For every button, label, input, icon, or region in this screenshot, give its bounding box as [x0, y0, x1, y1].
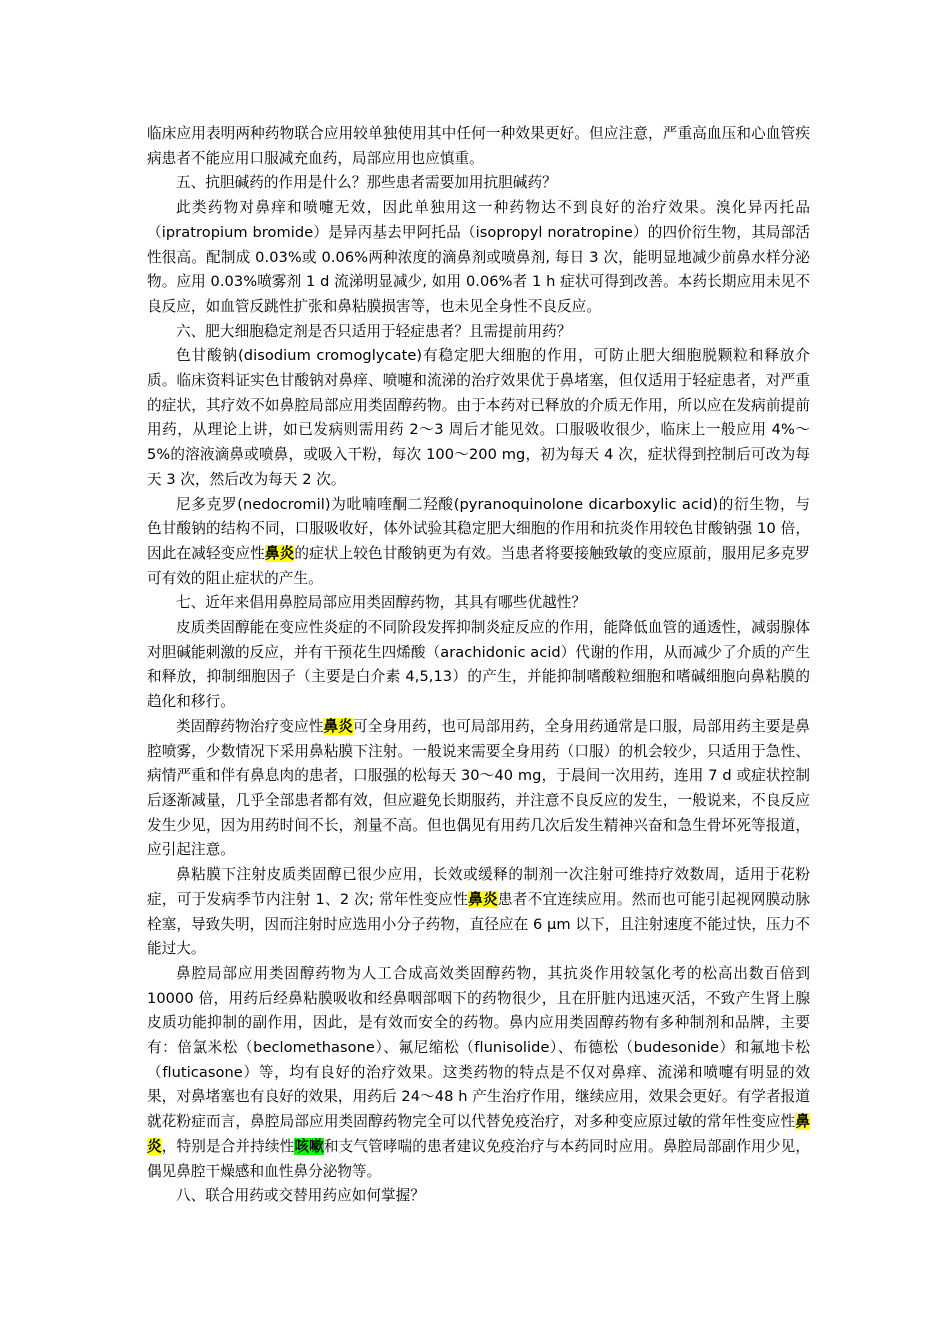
- highlighted-term: 鼻炎: [147, 1113, 810, 1155]
- text-run: 的症状上较色甘酸钠更为有效。当患者将要接触致敏的变应原前，服用尼多克罗可有效的阻止症状的产生。: [147, 544, 811, 587]
- highlighted-term: 鼻炎: [468, 890, 498, 908]
- document-body: [147, 122, 810, 1209]
- body-paragraph: [147, 493, 810, 592]
- text-run: 临床应用表明两种药物联合应用较单独使用其中任何一种效果更好。但应注意，严重高血压和心血管疾病患者不能应用口服减充血药，局部应用也应慎重。: [147, 125, 810, 167]
- text-run: 六、肥大细胞稳定剂是否只适用于轻症患者？且需提前用药？: [176, 322, 572, 340]
- text-run: 皮质类固醇能在变应性炎症的不同阶段发挥抑制炎症反应的作用，能降低血管的通透性，减弱腺体对胆碱能刺激的反应，并有干预花生四烯酸（arachidonic acid）代谢的作用，从而减少了介质的产生和释放，抑制细胞因子（主要是白介素 4,5,13）的产生，并能抑制嗜酸粒细胞和嗜碱细胞向鼻粘膜的趋化和移行。: [147, 619, 810, 711]
- text-run: 鼻粘膜下注射皮质类固醇已很少应用，长效或缓释的制剂一次注射可维持疗效数周，适用于花粉症，可于发病季节内注射 1、2 次; 常年性变应性: [147, 866, 810, 908]
- highlighted-term: 鼻炎: [264, 544, 295, 562]
- text-run: 五、抗胆碱药的作用是什么？那些患者需要加用抗胆碱药？: [176, 174, 557, 192]
- body-paragraph: [147, 344, 810, 492]
- text-run: 色甘酸钠(disodium cromoglycate)有稳定肥大细胞的作用，可防止肥大细胞脱颗粒和释放介质。临床资料证实色甘酸钠对鼻痒、喷嚏和流涕的治疗效果优于鼻堵塞，但仅适用于轻症患者，对严重的症状，其疗效不如鼻腔局部应用类固醇药物。由于本药对已释放的介质无作用，所以应在发病前提前用药，从理论上讲，如已发病则需用药 2～3 周后才能见效。口服吸收很少，临床上一般应用 4%～5%的溶液滴鼻或喷鼻，或吸入干粉，每次 100～200 mg，初为每天 4 次，症状得到控制后可改为每天 3 次，然后改为每天 2 次。: [147, 347, 810, 488]
- text-run: ，特别是合并持续性: [161, 1137, 295, 1155]
- highlighted-term: 咳嗽: [294, 1137, 324, 1155]
- body-paragraph: [147, 616, 810, 715]
- text-run: 患者不宜连续应用。然而也可能引起视网膜动脉栓塞，导致失明，因而注射时应选用小分子药物，直径应在 6 μm 以下，且注射速度不能过快，压力不能过大。: [147, 890, 810, 958]
- text-run: 尼多克罗(nedocromil)为吡喃喹酮二羟酸(pyranoquinolone dicarboxylic acid)的衍生物，与色甘酸钠的结构不同，口服吸收好，体外试验其稳定肥大细胞的作用和抗炎作用较色甘酸钠强 10 倍，因此在减轻变应性: [147, 495, 810, 562]
- text-run: 和支气管哮喘的患者建议免疫治疗与本药同时应用。鼻腔局部副作用少见，偶见鼻腔干燥感和血性鼻分泌物等。: [147, 1137, 811, 1180]
- highlighted-term: 鼻炎: [323, 717, 353, 735]
- text-run: 七、近年来倡用鼻腔局部应用类固醇药物，其具有哪些优越性？: [176, 594, 587, 612]
- text-run: 八、联合用药或交替用药应如何掌握？: [176, 1187, 425, 1205]
- section-heading: [147, 320, 810, 345]
- section-heading: [147, 1184, 810, 1209]
- section-heading: [147, 591, 810, 616]
- body-paragraph: [147, 962, 810, 1184]
- text-run: 可全身用药，也可局部用药，全身用药通常是口服，局部用药主要是鼻腔喷雾，少数情况下采用鼻粘膜下注射。一般说来需要全身用药（口服）的机会较少，只适用于急性、病情严重和伴有鼻息肉的患者，口服强的松每天 30～40 mg，于晨间一次用药，连用 7 d 或症状控制后逐渐减量，几乎全部患者都有效，但应避免长期服药，并注意不良反应的发生，一般说来，不良反应发生少见，因为用药时间不长，剂量不高。但也偶见有用药几次后发生精神兴奋和急生骨坏死等报道，应引起注意。: [147, 717, 810, 859]
- text-run: 类固醇药物治疗变应性: [176, 717, 324, 735]
- text-run: 此类药物对鼻痒和喷嚏无效，因此单独用这一种药物达不到良好的治疗效果。溴化异丙托品（ipratropium bromide）是异丙基去甲阿托品（isopropyl noratropine）的四价衍生物，其局部活性很高。配制成 0.03%或 0.06%两种浓度的滴鼻剂或喷鼻剂, 每日 3 次，能明显地减少前鼻水样分泌物。应用 0.03%喷雾剂 1 d 流涕明显减少, 如用 0.06%者 1 h 症状可得到改善。本药长期应用未见不良反应，如血管反跳性扩张和鼻粘膜损害等，也未见全身性不良反应。: [147, 199, 810, 315]
- section-heading: [147, 171, 810, 196]
- text-run: 鼻腔局部应用类固醇药物为人工合成高效类固醇药物，其抗炎作用较氢化考的松高出数百倍到 10000 倍，用药后经鼻粘膜吸收和经鼻咽部咽下的药物很少，且在肝脏内迅速灭活，不致产生肾上腺皮质功能抑制的副作用，因此，是有效而安全的药物。鼻内应用类固醇药物有多种制剂和品牌，主要有：倍氯米松（beclomethasone）、氟尼缩松（flunisolide）、布德松（budesonide）和氟地卡松（fluticasone）等，均有良好的治疗效果。这类药物的特点是不仅对鼻痒、流涕和喷嚏有明显的效果，对鼻堵塞也有良好的效果，用药后 24～48 h 产生治疗作用，继续应用，效果会更好。有学者报道就花粉症而言，鼻腔局部应用类固醇药物完全可以代替免疫治疗，对多种变应原过敏的常年性变应性: [147, 964, 810, 1131]
- body-paragraph: [147, 122, 810, 171]
- body-paragraph: [147, 196, 810, 320]
- body-paragraph: [147, 715, 810, 863]
- body-paragraph: [147, 863, 810, 962]
